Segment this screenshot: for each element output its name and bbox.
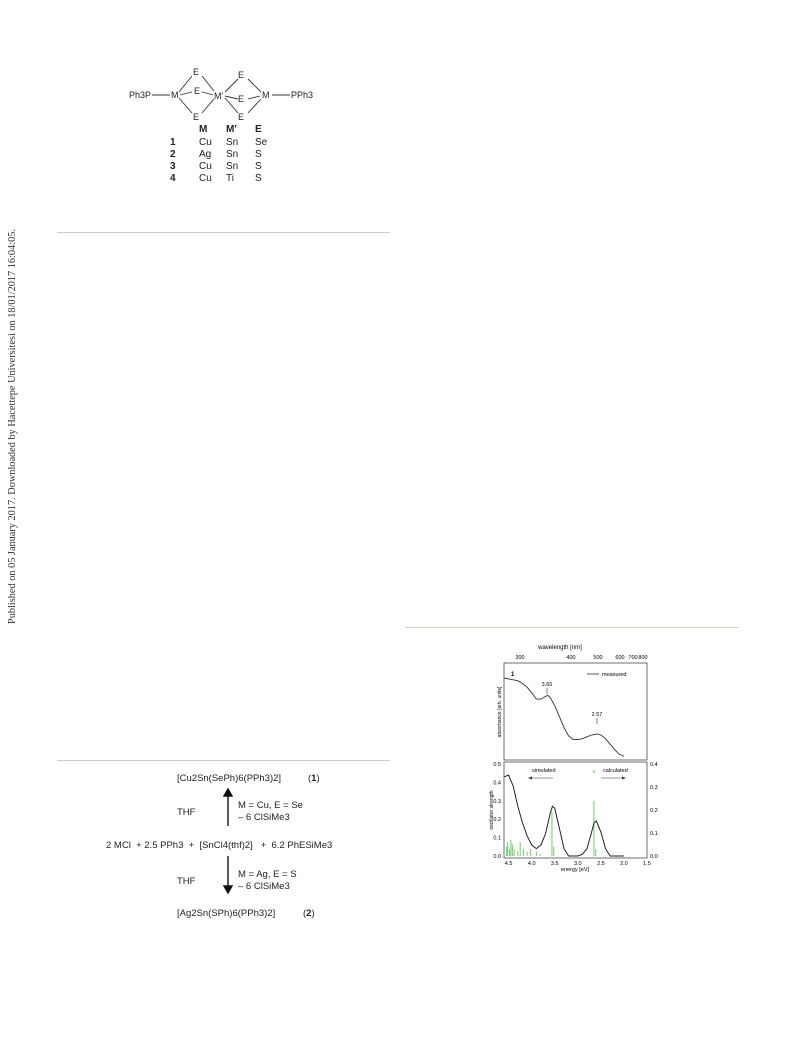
product-top: [Cu2Sn(SePh)6(PPh3)2] xyxy=(177,773,282,784)
legend-simulated: simulated xyxy=(532,768,556,774)
y-tick-left: 0.0 xyxy=(493,854,501,860)
condition-bottom-2: – 6 ClSiMe3 xyxy=(238,881,290,892)
section-divider xyxy=(57,760,390,761)
row-mprime: Ti xyxy=(226,173,234,184)
condition-bottom-1: M = Ag, E = S xyxy=(238,869,297,880)
product-bottom: [Ag2Sn(SPh)6(PPh3)2] xyxy=(177,908,276,919)
atom-m-prime: M' xyxy=(214,91,224,101)
reactants: 2 MCl + 2.5 PPh3 + [SnCl4(thf)2] + 6.2 PhESiMe3 xyxy=(106,840,333,851)
atom-e: E xyxy=(194,86,201,96)
condition-top-1: M = Cu, E = Se xyxy=(238,800,303,811)
reaction-arrows xyxy=(222,788,234,898)
annotation-peak-1: 3.65 xyxy=(541,682,553,688)
atom-m-right: M xyxy=(262,90,270,100)
x-tick: 4.0 xyxy=(527,861,536,867)
row-mprime: Sn xyxy=(226,149,239,160)
x-tick: 1.5 xyxy=(643,861,651,867)
product-bottom-number: (2) xyxy=(303,908,315,919)
x-tick: 2.0 xyxy=(620,861,628,867)
row-number: 4 xyxy=(170,173,176,184)
product-top-number: (1) xyxy=(308,773,320,784)
table-header-e: E xyxy=(255,124,262,135)
measured-series-line xyxy=(504,678,624,756)
arrow-down-icon xyxy=(224,886,232,893)
x-axis-label: energy [eV] xyxy=(560,867,590,872)
atom-e: E xyxy=(238,112,245,122)
left-ligand: Ph3P xyxy=(129,90,152,100)
row-m: Cu xyxy=(199,161,212,172)
row-m: Cu xyxy=(199,173,212,184)
compound-table xyxy=(170,124,280,188)
row-mprime: Sn xyxy=(226,137,239,148)
structure-diagram xyxy=(120,62,320,124)
x-tick: 3.0 xyxy=(573,861,582,867)
top-tick: 400 xyxy=(566,655,576,661)
uv-vis-spectra-figure xyxy=(475,640,675,872)
solvent-top: THF xyxy=(177,807,196,818)
x-tick: 3.5 xyxy=(550,861,559,867)
row-number: 1 xyxy=(170,137,176,148)
row-e: Se xyxy=(255,137,268,148)
x-tick: 2.5 xyxy=(597,861,605,867)
top-tick: 700 xyxy=(628,655,638,661)
row-e: S xyxy=(255,149,262,160)
section-divider xyxy=(405,627,738,628)
y-tick-left: 0.4 xyxy=(493,780,501,787)
y-tick-left: 0.5 xyxy=(493,762,501,768)
y-tick-right: 0.4 xyxy=(650,762,658,768)
top-axis-title: wavelength [nm] xyxy=(538,645,582,651)
publication-stamp-text: Published on 05 January 2017. Downloaded by Hacettepe Universitesi on 18/01/2017 16:04:05. xyxy=(7,229,18,624)
arrow-up-icon xyxy=(224,789,232,796)
solvent-bottom: THF xyxy=(177,876,196,887)
table-header-m: M xyxy=(199,124,208,135)
atom-m-left: M xyxy=(171,90,179,100)
y-tick-left: 0.3 xyxy=(493,798,501,805)
atom-e: E xyxy=(238,94,245,104)
simulated-series-line xyxy=(504,775,624,856)
row-number: 2 xyxy=(170,149,176,160)
atom-e: E xyxy=(238,70,245,80)
y-tick-right: 0.2 xyxy=(650,808,658,814)
legend-calculated: calculated xyxy=(603,768,628,774)
top-tick: 500 xyxy=(593,655,603,661)
table-header-mprime: M' xyxy=(226,124,237,135)
section-divider xyxy=(57,232,390,233)
condition-top-2: – 6 ClSiMe3 xyxy=(238,812,290,823)
arrow-left-icon xyxy=(528,777,532,780)
row-e: S xyxy=(255,173,262,184)
row-m: Ag xyxy=(199,149,212,160)
arrow-right-icon xyxy=(622,777,626,780)
y-tick-right: 0.1 xyxy=(650,831,658,837)
atom-e: E xyxy=(193,67,200,77)
annotation-peak-2: 2.57 xyxy=(591,712,603,718)
row-m: Cu xyxy=(199,137,212,148)
y-tick-right: 0.0 xyxy=(650,854,658,860)
row-mprime: Sn xyxy=(226,161,239,172)
publication-stamp xyxy=(3,214,23,624)
top-ylabel: absorbance [arb. units] xyxy=(497,686,503,738)
row-e: S xyxy=(255,161,262,172)
atom-e: E xyxy=(193,112,200,122)
y-tick-right: 0.3 xyxy=(650,785,658,791)
legend-measured: measured xyxy=(602,672,627,678)
right-ligand: PPh3 xyxy=(291,90,314,100)
top-tick: 600 xyxy=(615,655,625,661)
top-tick: 300 xyxy=(515,655,525,661)
row-number: 3 xyxy=(170,161,176,172)
y-tick-left: 0.2 xyxy=(493,817,501,824)
y-tick-left: 0.1 xyxy=(493,835,501,842)
bottom-panel-frame xyxy=(504,762,647,858)
panel-label: 1 xyxy=(511,672,515,678)
top-tick: 800 xyxy=(638,655,648,661)
bottom-ylabel: oscillator strength xyxy=(489,790,495,830)
x-tick: 4.5 xyxy=(504,861,513,867)
